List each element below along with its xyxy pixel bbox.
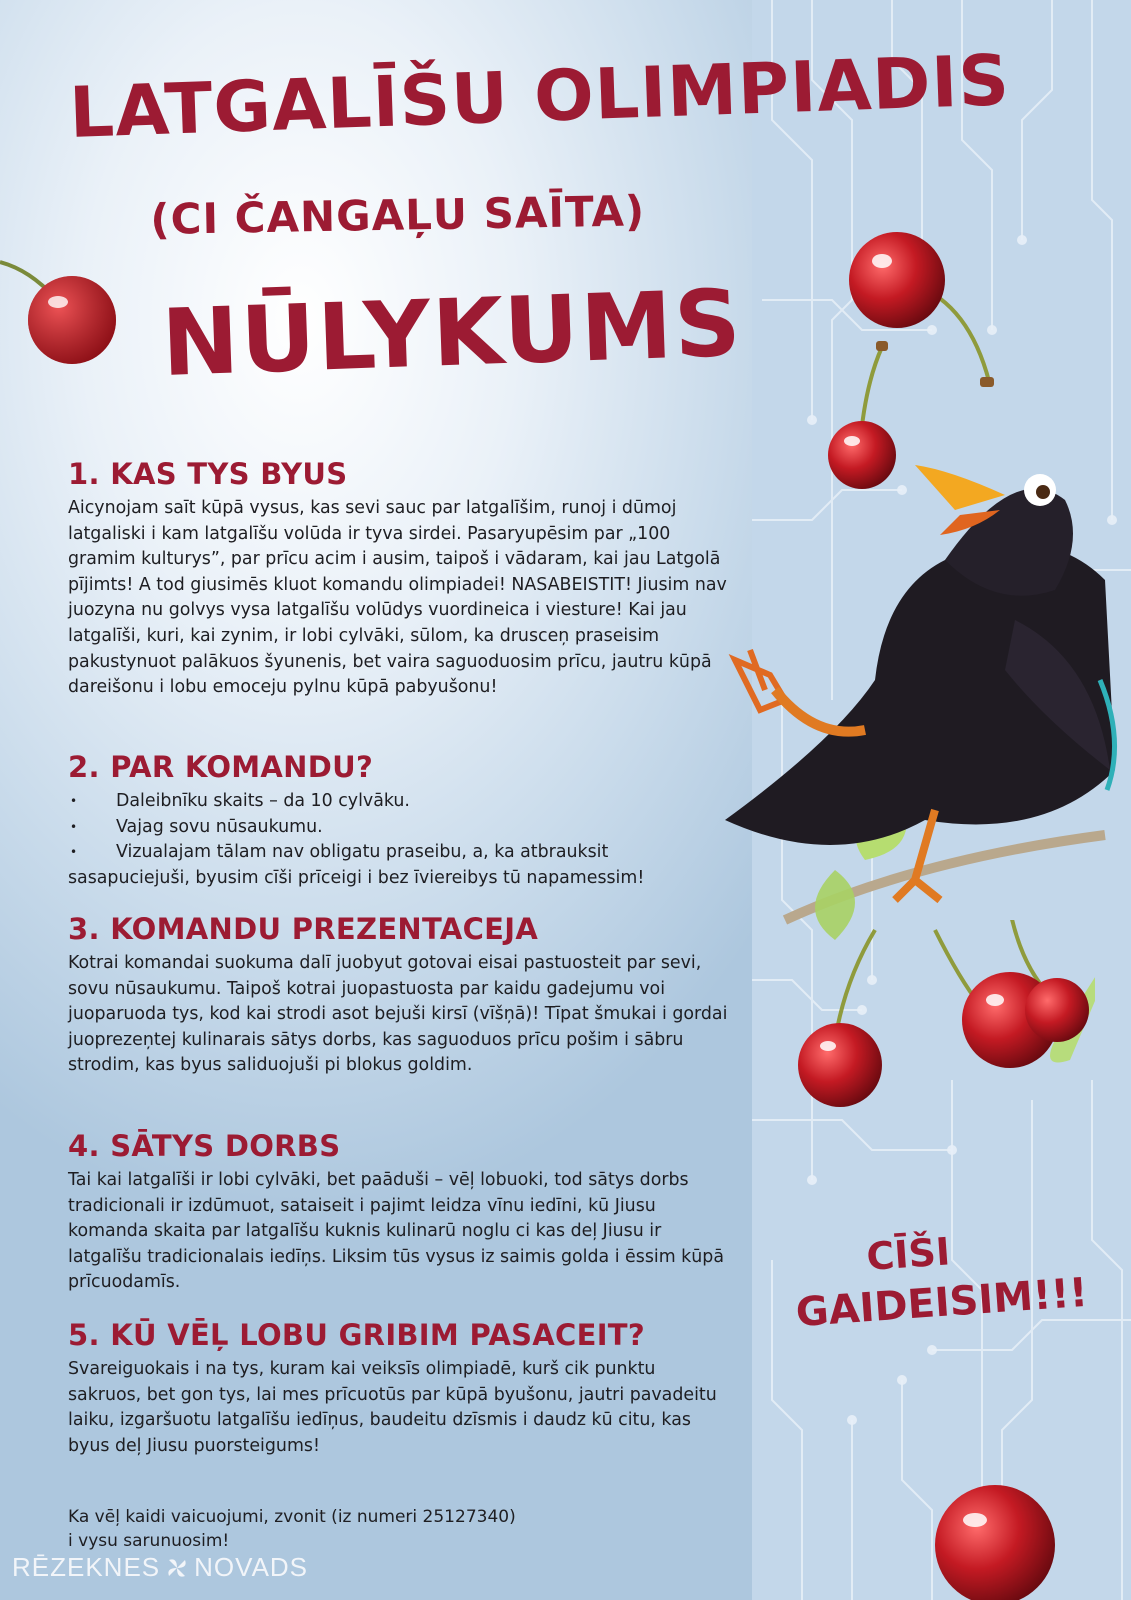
section-body: Svareiguokais i na tys, kuram kai veiksīs olimpiadē, kurš cik punktu sakruos, bet gon tys, lai mes prīcuotūs par kūpā byušonu, jautri pavadeitu laiku, izgaršuotu latgalīšu iedīņus, baudeitu dzīsmis i daudz kū citu, kas byus deļ Jiusu puorsteigums! xyxy=(68,1359,717,1456)
clover-logo-icon xyxy=(166,1557,188,1579)
blackbird-illustration xyxy=(715,440,1131,940)
section-heading: 4. SĀTYS DORBS xyxy=(68,1129,341,1163)
contact-line: i vysu sarunuosim! xyxy=(68,1531,230,1551)
contact-line: Ka vēļ kaidi vaicuojumi, zvonit (iz numeri 25127340) xyxy=(68,1507,516,1527)
bullet-icon: • xyxy=(70,819,78,834)
rezeknes-novads-logo xyxy=(12,1552,308,1583)
section-body: Tai kai latgalīši ir lobi cylvāki, bet paāduši – vēļ lobuoki, tod sātys dorbs tradicionali ir izdūmuot, sataiseit i pajimt leidza vīnu iedīni, kū Jiusu komanda skaita par latgalīšu kuknis kulinarū noglu ci kas deļ Jiusu ir latgalīšu tradicionalais iedīņs. Liksim tūs vysus iz saimis golda i ēssim kūpā prīcuodamīs. xyxy=(68,1170,724,1293)
cherry-icon xyxy=(0,250,130,365)
logo-text-right: NOVADS xyxy=(194,1552,309,1582)
section-body: Aicynojam saīt kūpā vysus, kas sevi sauc par latgalīšim, runoj i dūmoj latgaliski i kam latgalīšu volūda ir tyva sirdei. Pasaryupēsim par „100 gramim kulturys”, par prīcu acim i ausim, taipoš i vādaram, kai jau Latgolā pījimts! A tod giusimēs kluot komandu olimpiadei! NASABEISTIT! Jiusim nav juozyna nu golvys vysa latgalīšu volūdys vuordineica i viesture! Kai jau latgalīši, kuri, kai zynim, ir lobi cylvāki, sūlom, ka drusceņ praseisim pakustynuot palākuos šyunenis, bet vaira saguoduosim prīcu, jautru kūpā dareišonu i lobu emoceju pylnu kūpā pabyušonu! xyxy=(68,498,727,698)
section-satys-dorbs xyxy=(68,1129,728,1296)
bullet-icon: • xyxy=(70,845,78,860)
section-kas-tys-byus xyxy=(68,457,728,701)
closing-line: CĪŠI xyxy=(865,1229,952,1280)
closing-line: GAIDEISIM!!! xyxy=(794,1269,1090,1337)
section-heading: 2. PAR KOMANDU? xyxy=(68,750,374,784)
cherry-cluster-icon xyxy=(795,920,1095,1130)
bullet-icon: • xyxy=(70,794,78,808)
cherry-icon xyxy=(925,1460,1065,1600)
section-body: Kotrai komandai suokuma dalī juobyut gotovai eisai pastuosteit par sevi, sovu nūsaukumu. Taipoš kotrai juopastuosta par kaidu gadejumu voi juoparuoda tys, kod kai strodi asot bejuši kirsī (vīšņā)! Tīpat šmukai i gordai juoprezeņtej kulinarais sātys dorbs, kas saguoduos prīcu pošim i sābru strodim, kas byus saliduojuši pi blokus goldim. xyxy=(68,953,728,1076)
list-item: • Vizualajam tālam nav obligatu praseibu, a, ka atbrauksit sasapuciejuši, byusim cīši prīceigi i bez īviereibys tū napamessim! xyxy=(68,842,645,888)
logo-text-left: RĒZEKNES xyxy=(12,1552,161,1582)
poster-heading: NŪLYKUMS xyxy=(160,269,745,397)
poster-title: LATGALĪŠU OLIMPIADIS xyxy=(68,39,1012,154)
bullet-list xyxy=(68,789,728,891)
contact-info xyxy=(68,1505,628,1553)
section-par-komandu xyxy=(68,750,728,891)
section-heading: 5. KŪ VĒĻ LOBU GRIBIM PASACEIT? xyxy=(68,1318,646,1352)
section-heading: 1. KAS TYS BYUS xyxy=(68,457,348,491)
list-item: • Vajag sovu nūsaukumu. xyxy=(68,815,728,841)
list-item: • Daleibnīku skaits – da 10 cylvāku. xyxy=(68,789,728,815)
section-heading: 3. KOMANDU PREZENTACEJA xyxy=(68,912,539,946)
poster-subtitle: (CI ČANGAĻU SAĪTA) xyxy=(150,186,646,244)
section-ku-vel-lobu xyxy=(68,1318,728,1459)
section-komandu-prezentaceja xyxy=(68,912,728,1079)
